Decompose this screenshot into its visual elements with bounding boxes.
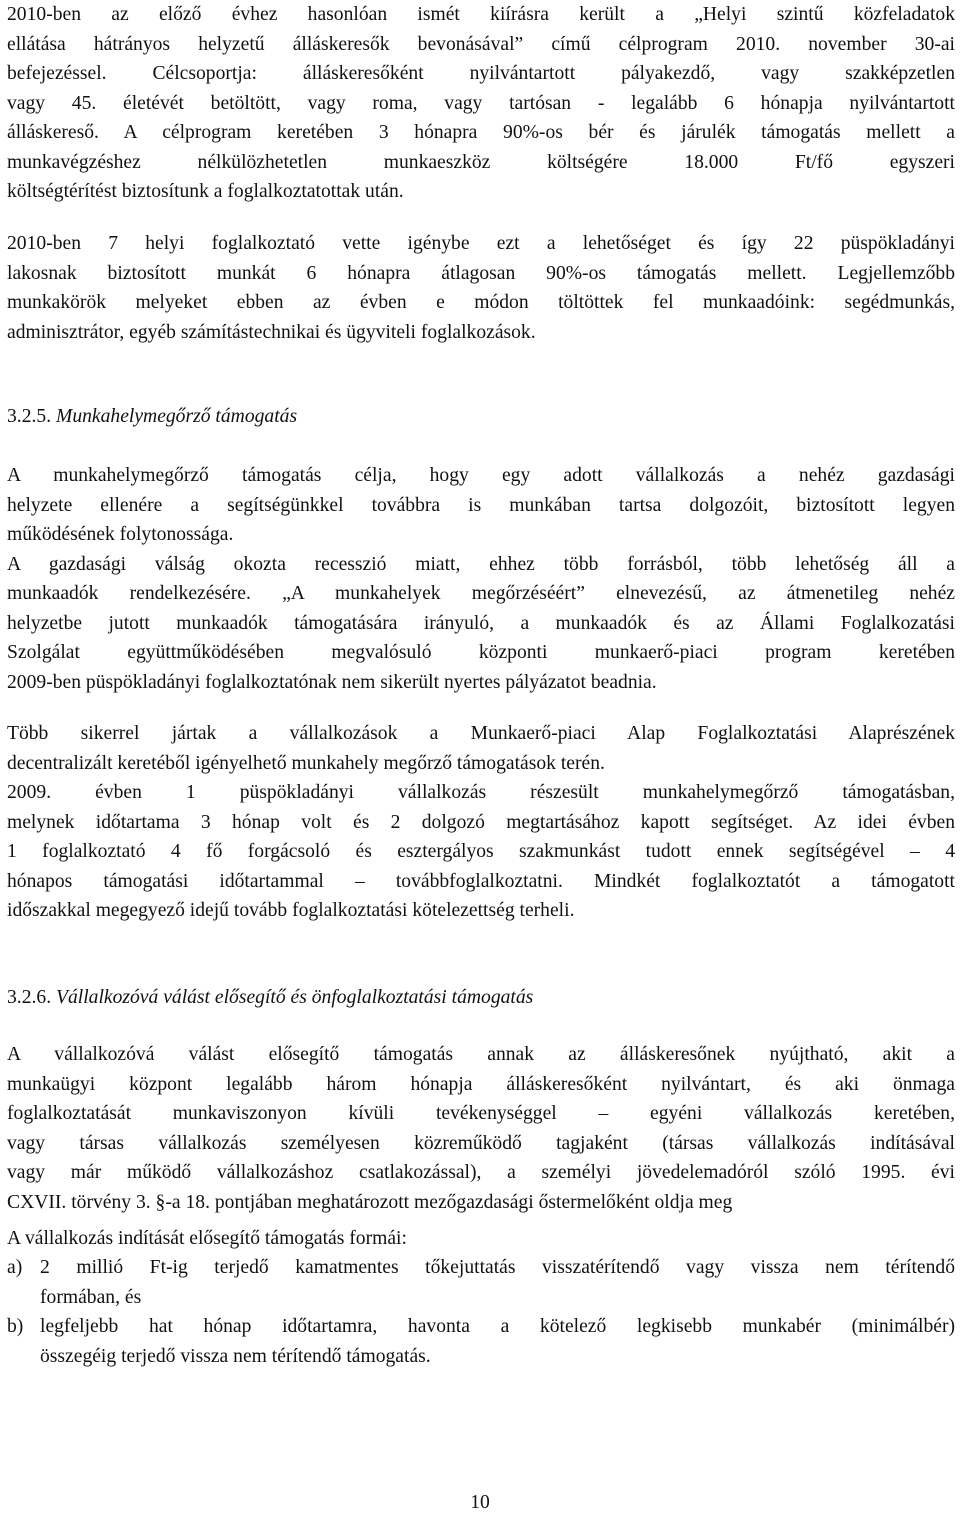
text-line: 2 millió Ft-ig terjedő kamatmentes tőkejuttatás visszatérítendő vagy vissza nem térítendő bbox=[40, 1257, 955, 1278]
paragraph-support-forms-intro bbox=[7, 1224, 955, 1254]
text-line: decentralizált keretéből igényelhető munkahely megőrző támogatások terén. bbox=[7, 752, 605, 774]
text-line: 1 foglalkoztató 4 fő forgácsoló és esztergályos szakmunkást tudott ennek segítségével – 4 bbox=[7, 841, 955, 862]
text-line: munkaadók rendelkezésére. „A munkahelyek megőrzéséért” elnevezésű, az átmenetileg nehéz bbox=[7, 583, 955, 604]
text-line: időszakkal megegyező idejű tovább foglalkoztatási kötelezettség terheli. bbox=[7, 900, 575, 921]
paragraph-entrepreneur-support bbox=[7, 1040, 955, 1217]
text-line: CXVII. törvény 3. §-a 18. pontjában meghatározott mezőgazdasági őstermelőként oldja meg bbox=[7, 1191, 733, 1213]
paragraph-job-retention-support bbox=[7, 461, 955, 697]
text-line: működésének folytonossága. bbox=[7, 524, 234, 545]
section-title: Vállalkozóvá válást elősegítő és önfoglalkoztatási támogatás bbox=[56, 987, 534, 1008]
text-line: munkaügyi központ legalább három hónapja álláskeresőként nyilvántart, és aki önmaga bbox=[7, 1073, 955, 1095]
support-forms-list bbox=[7, 1253, 955, 1371]
paragraph-local-employers-2010 bbox=[7, 229, 955, 347]
paragraph-target-program bbox=[7, 0, 955, 207]
text-line: 2009-ben püspökladányi foglalkoztatónak nem sikerült nyertes pályázatot beadnia. bbox=[7, 671, 657, 693]
text-line: A gazdasági válság okozta recesszió miatt, ehhez több forrásból, több lehetőség áll a bbox=[7, 553, 955, 575]
text-line: Több sikerrel jártak a vállalkozások a Munkaerő-piaci Alap Foglalkoztatási Alaprészének bbox=[7, 723, 955, 744]
list-item bbox=[7, 1253, 955, 1312]
text-line: ellátása hátrányos helyzetű álláskeresők bevonásával” című célprogram 2010. november 30-ai bbox=[7, 33, 955, 55]
text-line: foglalkoztatását munkaviszonyon kívüli tevékenységgel – egyéni vállalkozás keretében, bbox=[7, 1103, 955, 1124]
section-number: 3.2.6. bbox=[7, 987, 52, 1008]
text-line: hónapos támogatási időtartammal – továbbfoglalkoztatni. Mindkét foglalkoztatót a támogatott bbox=[7, 870, 955, 892]
text-line: 2010-ben 7 helyi foglalkoztató vette igénybe ezt a lehetőséget és így 22 püspökladányi bbox=[7, 233, 955, 254]
text-line: munkakörök melyeket ebben az évben e módon töltöttek fel munkaadóink: segédmunkás, bbox=[7, 292, 955, 313]
text-line: melynek időtartama 3 hónap volt és 2 dolgozó megtartásához kapott segítséget. Az idei évben bbox=[7, 811, 955, 833]
text-line: 2010-ben az előző évhez hasonlóan ismét kiírásra került a „Helyi szintű közfeladatok bbox=[7, 4, 955, 25]
text-line: befejezéssel. Célcsoportja: álláskeresőként nyilvántartott pályakezdő, vagy szakképzetlen bbox=[7, 63, 955, 84]
text-line: A munkahelymegőrző támogatás célja, hogy egy adott vállalkozás a nehéz gazdasági bbox=[7, 465, 955, 486]
text-line: vagy társas vállalkozás személyesen közreműködő tagjaként (társas vállalkozás indításával bbox=[7, 1132, 955, 1154]
text-line: A vállalkozóvá válást elősegítő támogatás annak az álláskeresőnek nyújtható, akit a bbox=[7, 1044, 955, 1065]
text-line: formában, és bbox=[40, 1286, 142, 1308]
page-number: 10 bbox=[470, 1492, 490, 1513]
section-number: 3.2.5. bbox=[7, 406, 52, 427]
paragraph-decentralized-support bbox=[7, 719, 955, 926]
text-line: összegéig terjedő vissza nem térítendő támogatás. bbox=[40, 1345, 431, 1367]
text-line: lakosnak biztosított munkát 6 hónapra átlagosan 90%-os támogatás mellett. Legjellemzőbb bbox=[7, 262, 955, 284]
text-line: 2009. évben 1 püspökladányi vállalkozás részesült munkahelymegőrző támogatásban, bbox=[7, 782, 955, 803]
list-marker: b) bbox=[7, 1316, 24, 1337]
list-marker: a) bbox=[7, 1257, 23, 1278]
text-line: legfeljebb hat hónap időtartamra, havonta a kötelező legkisebb munkabér (minimálbér) bbox=[40, 1316, 955, 1337]
section-heading-3-2-6 bbox=[7, 983, 533, 1013]
text-line: A vállalkozás indítását elősegítő támogatás formái: bbox=[7, 1228, 407, 1249]
text-line: helyzete ellenére a segítségünkkel továbbra is munkában tartsa dolgozóit, biztosított legyen bbox=[7, 494, 955, 516]
text-line: vagy már működő vállalkozáshoz csatlakozással), a személyi jövedelemadóról szóló 1995. évi bbox=[7, 1162, 955, 1183]
text-line: munkavégzéshez nélkülözhetetlen munkaeszköz költségére 18.000 Ft/fő egyszeri bbox=[7, 151, 955, 173]
text-line: álláskereső. A célprogram keretében 3 hónapra 90%-os bér és járulék támogatás mellett a bbox=[7, 122, 955, 143]
text-line: vagy 45. életévét betöltött, vagy roma, vagy tartósan - legalább 6 hónapja nyilvántartott bbox=[7, 92, 955, 114]
list-item bbox=[7, 1312, 955, 1371]
text-line: Szolgálat együttműködésében megvalósuló központi munkaerő-piaci program keretében bbox=[7, 642, 955, 663]
section-title: Munkahelymegőrző támogatás bbox=[56, 406, 298, 427]
text-line: adminisztrátor, egyéb számítástechnikai és ügyviteli foglalkozások. bbox=[7, 321, 536, 343]
text-line: költségtérítést biztosítunk a foglalkoztatottak után. bbox=[7, 181, 404, 202]
text-line: helyzetbe jutott munkaadók támogatására irányuló, a munkaadók és az Állami Foglalkozatási bbox=[7, 612, 955, 634]
section-heading-3-2-5 bbox=[7, 402, 297, 432]
